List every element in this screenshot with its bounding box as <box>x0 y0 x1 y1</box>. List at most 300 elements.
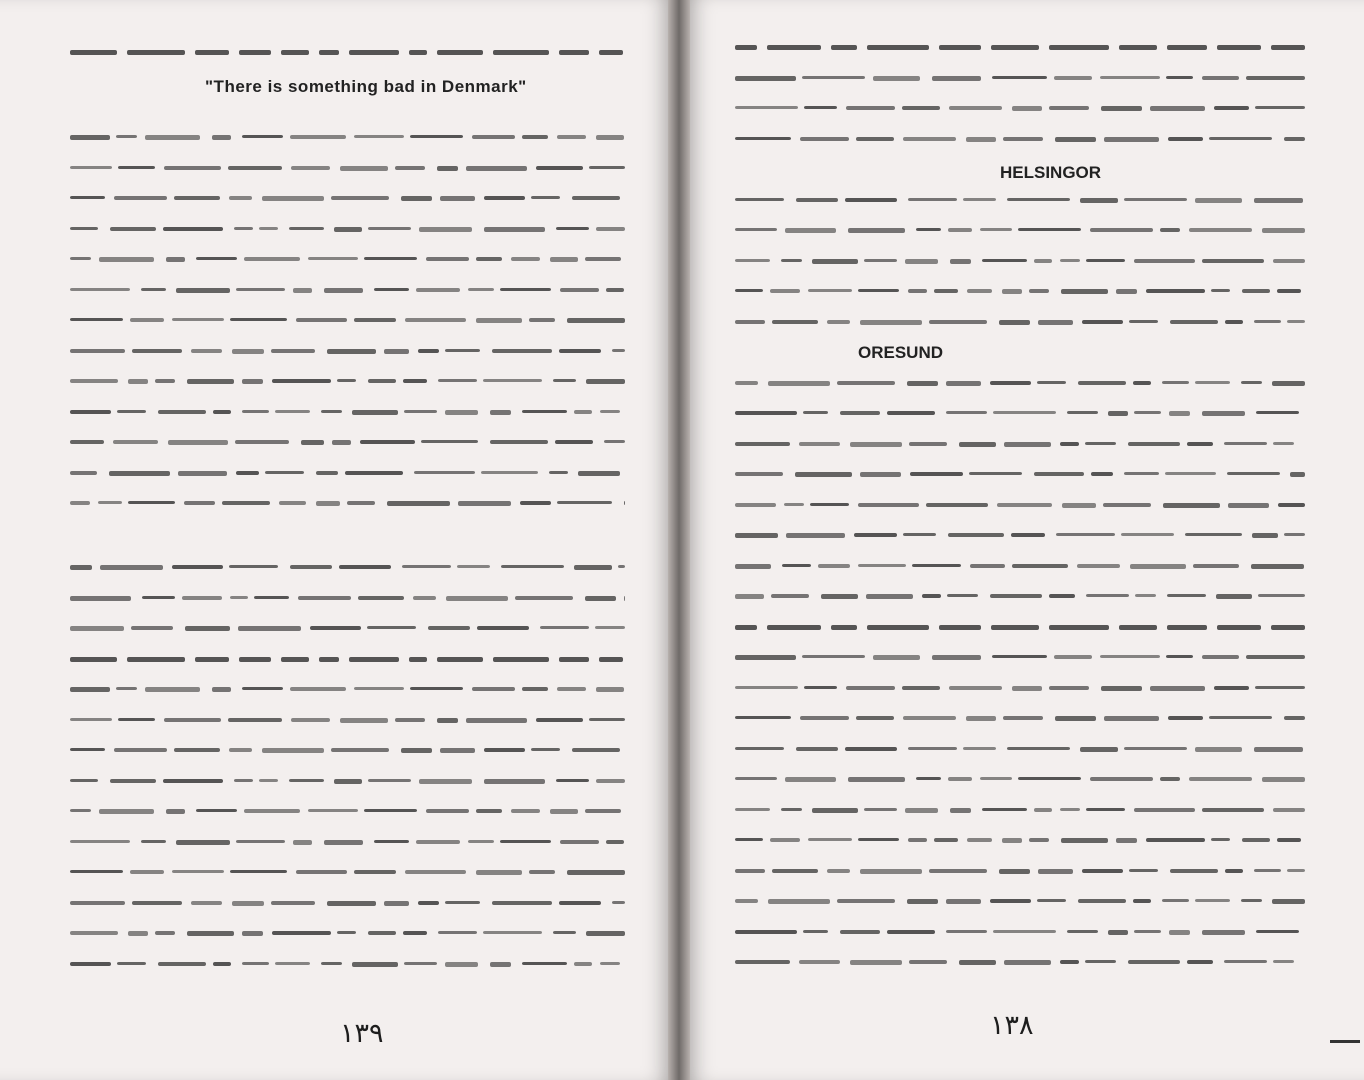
urdu-word-stroke <box>185 626 230 631</box>
urdu-word-stroke <box>172 565 223 569</box>
urdu-word-stroke <box>1287 320 1305 323</box>
urdu-word-stroke <box>845 198 897 202</box>
urdu-word-stroke <box>969 472 1022 475</box>
urdu-word-stroke <box>785 228 836 233</box>
urdu-word-stroke <box>1255 106 1305 109</box>
urdu-word-stroke <box>349 50 399 55</box>
urdu-word-stroke <box>950 259 971 264</box>
urdu-word-stroke <box>606 288 624 292</box>
urdu-word-stroke <box>946 899 981 904</box>
urdu-word-stroke <box>409 657 427 662</box>
urdu-word-stroke <box>1108 930 1128 935</box>
urdu-word-stroke <box>1128 442 1180 446</box>
urdu-word-stroke <box>905 259 938 264</box>
urdu-word-stroke <box>70 779 98 782</box>
urdu-word-stroke <box>589 166 625 169</box>
urdu-word-stroke <box>235 440 289 444</box>
urdu-word-stroke <box>599 50 623 55</box>
urdu-word-stroke <box>1273 808 1305 812</box>
urdu-word-stroke <box>549 471 568 474</box>
urdu-word-stroke <box>1254 869 1281 872</box>
urdu-word-stroke <box>982 808 1027 811</box>
urdu-word-stroke <box>1078 899 1126 903</box>
urdu-word-stroke <box>1202 808 1264 812</box>
urdu-word-stroke <box>457 565 490 568</box>
urdu-word-stroke <box>803 411 828 414</box>
urdu-word-stroke <box>1086 594 1129 597</box>
urdu-word-stroke <box>735 411 797 415</box>
urdu-word-stroke <box>127 657 185 662</box>
urdu-word-stroke <box>1134 808 1195 812</box>
urdu-word-stroke <box>289 227 324 230</box>
urdu-word-stroke <box>500 288 551 291</box>
urdu-word-stroke <box>236 840 285 843</box>
urdu-word-stroke <box>916 228 941 231</box>
urdu-word-stroke <box>1101 106 1142 111</box>
urdu-word-stroke <box>812 808 858 813</box>
urdu-word-stroke <box>291 166 330 170</box>
urdu-word-stroke <box>262 196 324 201</box>
urdu-word-stroke <box>334 227 362 232</box>
urdu-word-stroke <box>735 45 757 50</box>
urdu-word-stroke <box>1134 259 1195 263</box>
urdu-word-stroke <box>354 135 404 138</box>
urdu-word-stroke <box>782 564 811 567</box>
urdu-word-stroke <box>1202 930 1245 935</box>
urdu-word-stroke <box>585 257 621 261</box>
urdu-word-stroke <box>70 349 125 353</box>
urdu-word-stroke <box>799 442 840 446</box>
urdu-word-stroke <box>1284 533 1305 536</box>
urdu-word-stroke <box>308 809 358 812</box>
urdu-word-stroke <box>907 381 938 386</box>
urdu-word-stroke <box>735 655 796 660</box>
urdu-word-stroke <box>1251 564 1304 569</box>
urdu-word-stroke <box>242 962 269 965</box>
urdu-word-stroke <box>352 962 398 967</box>
urdu-word-stroke <box>556 227 589 230</box>
urdu-word-stroke <box>70 379 118 383</box>
urdu-word-stroke <box>511 809 540 813</box>
urdu-word-stroke <box>1104 716 1159 721</box>
urdu-word-stroke <box>1254 198 1303 203</box>
urdu-word-stroke <box>483 931 542 934</box>
urdu-word-stroke <box>910 472 963 476</box>
urdu-word-stroke <box>993 411 1056 414</box>
urdu-word-stroke <box>1100 655 1160 658</box>
urdu-word-stroke <box>438 931 477 934</box>
urdu-word-stroke <box>595 626 625 629</box>
urdu-word-stroke <box>1086 259 1125 262</box>
urdu-word-stroke <box>1185 533 1242 536</box>
urdu-word-stroke <box>1055 716 1096 721</box>
urdu-word-stroke <box>912 564 961 567</box>
urdu-word-stroke <box>1187 442 1213 446</box>
urdu-word-stroke <box>574 410 592 414</box>
urdu-word-stroke <box>110 779 156 783</box>
urdu-word-stroke <box>1146 838 1205 842</box>
urdu-word-stroke <box>522 410 567 413</box>
urdu-word-stroke <box>438 379 477 382</box>
urdu-word-stroke <box>340 718 388 723</box>
urdu-word-stroke <box>612 349 625 352</box>
urdu-word-stroke <box>922 594 941 598</box>
urdu-word-stroke <box>799 960 840 964</box>
urdu-word-stroke <box>589 718 625 721</box>
urdu-word-stroke <box>445 901 480 904</box>
urdu-word-stroke <box>290 135 346 139</box>
urdu-word-stroke <box>860 869 922 874</box>
urdu-word-stroke <box>970 564 1005 568</box>
urdu-word-stroke <box>768 899 830 904</box>
urdu-word-stroke <box>229 748 252 752</box>
urdu-word-stroke <box>191 349 222 353</box>
urdu-word-stroke <box>222 501 270 505</box>
urdu-word-stroke <box>364 257 417 260</box>
urdu-word-stroke <box>401 748 432 753</box>
urdu-word-stroke <box>1101 686 1142 691</box>
urdu-word-stroke <box>428 626 470 630</box>
urdu-word-stroke <box>1284 716 1305 720</box>
urdu-word-stroke <box>114 748 167 752</box>
urdu-word-stroke <box>735 533 778 538</box>
urdu-word-stroke <box>1085 442 1116 445</box>
urdu-word-stroke <box>110 227 156 231</box>
urdu-word-stroke <box>70 227 98 230</box>
urdu-word-stroke <box>959 960 996 965</box>
urdu-word-stroke <box>387 501 450 506</box>
urdu-word-stroke <box>244 809 300 813</box>
urdu-word-stroke <box>141 288 166 291</box>
urdu-word-stroke <box>419 779 472 784</box>
urdu-word-stroke <box>132 901 182 905</box>
urdu-word-stroke <box>158 410 206 414</box>
urdu-word-stroke <box>416 288 460 292</box>
corner-mark <box>1330 1040 1360 1043</box>
urdu-word-stroke <box>242 410 269 413</box>
urdu-word-stroke <box>1211 289 1230 292</box>
urdu-word-stroke <box>1049 686 1089 690</box>
urdu-word-stroke <box>1228 503 1269 508</box>
urdu-word-stroke <box>426 809 469 813</box>
urdu-word-stroke <box>271 901 315 905</box>
urdu-word-stroke <box>324 288 363 293</box>
urdu-word-stroke <box>374 840 409 843</box>
urdu-word-stroke <box>228 166 282 170</box>
urdu-word-stroke <box>334 779 362 784</box>
urdu-word-stroke <box>259 779 278 782</box>
urdu-word-stroke <box>1224 960 1267 963</box>
urdu-word-stroke <box>1077 564 1120 568</box>
urdu-word-stroke <box>337 379 356 382</box>
urdu-word-stroke <box>70 471 97 475</box>
urdu-word-stroke <box>1258 594 1305 597</box>
urdu-word-stroke <box>1119 45 1157 50</box>
urdu-word-stroke <box>1078 381 1126 385</box>
urdu-word-stroke <box>963 198 996 201</box>
urdu-word-stroke <box>1055 137 1096 142</box>
urdu-word-stroke <box>1195 381 1230 384</box>
urdu-word-stroke <box>272 379 331 383</box>
urdu-word-stroke <box>810 503 849 506</box>
urdu-word-stroke <box>946 930 987 933</box>
urdu-word-stroke <box>236 288 285 291</box>
urdu-word-stroke <box>735 289 763 292</box>
urdu-word-stroke <box>1012 686 1042 691</box>
urdu-word-stroke <box>331 748 389 752</box>
urdu-word-stroke <box>909 442 947 446</box>
urdu-word-stroke <box>367 626 416 629</box>
urdu-word-stroke <box>781 808 802 811</box>
urdu-word-stroke <box>560 840 599 844</box>
urdu-word-stroke <box>437 50 483 55</box>
urdu-word-stroke <box>1202 655 1239 659</box>
urdu-word-stroke <box>229 565 278 568</box>
urdu-word-stroke <box>858 838 899 841</box>
urdu-word-stroke <box>1262 777 1305 782</box>
urdu-word-stroke <box>492 901 552 905</box>
urdu-word-stroke <box>946 381 981 386</box>
urdu-word-stroke <box>845 747 897 751</box>
urdu-word-stroke <box>846 106 895 110</box>
urdu-word-stroke <box>939 45 981 50</box>
urdu-word-stroke <box>490 410 511 415</box>
urdu-word-stroke <box>1167 45 1207 50</box>
urdu-word-stroke <box>784 503 804 506</box>
urdu-word-stroke <box>364 809 417 812</box>
urdu-word-stroke <box>70 440 104 444</box>
urdu-word-stroke <box>781 259 802 262</box>
urdu-word-stroke <box>735 106 798 109</box>
urdu-word-stroke <box>368 931 396 935</box>
urdu-word-stroke <box>468 288 494 291</box>
urdu-word-stroke <box>553 931 576 934</box>
urdu-word-stroke <box>559 657 589 662</box>
urdu-word-stroke <box>166 809 185 814</box>
urdu-word-stroke <box>118 718 155 721</box>
urdu-word-stroke <box>418 901 439 905</box>
urdu-word-stroke <box>1209 137 1272 140</box>
urdu-word-stroke <box>230 596 248 599</box>
urdu-word-stroke <box>735 594 764 599</box>
urdu-word-stroke <box>368 227 411 230</box>
urdu-word-stroke <box>1054 76 1092 80</box>
urdu-word-stroke <box>166 257 185 262</box>
urdu-word-stroke <box>493 50 549 55</box>
urdu-word-stroke <box>557 135 586 139</box>
urdu-word-stroke <box>1007 198 1070 201</box>
urdu-word-stroke <box>1167 625 1207 630</box>
urdu-word-stroke <box>808 838 852 841</box>
urdu-word-stroke <box>804 106 837 109</box>
urdu-word-stroke <box>1284 137 1305 141</box>
urdu-word-stroke <box>368 779 411 782</box>
urdu-word-stroke <box>848 228 905 233</box>
urdu-word-stroke <box>1007 747 1070 750</box>
urdu-word-stroke <box>114 196 167 200</box>
urdu-word-stroke <box>624 596 625 601</box>
urdu-word-stroke <box>100 565 163 570</box>
urdu-word-stroke <box>1004 442 1051 447</box>
urdu-word-stroke <box>596 135 624 140</box>
urdu-word-stroke <box>232 349 264 354</box>
urdu-word-stroke <box>1277 838 1301 842</box>
urdu-word-stroke <box>440 748 475 753</box>
urdu-word-stroke <box>618 565 625 568</box>
urdu-word-stroke <box>1252 533 1278 538</box>
urdu-word-stroke <box>735 838 763 841</box>
urdu-word-stroke <box>858 289 899 292</box>
urdu-word-stroke <box>1002 289 1022 294</box>
urdu-word-stroke <box>347 501 375 505</box>
urdu-word-stroke <box>130 318 164 322</box>
urdu-word-stroke <box>846 686 895 690</box>
urdu-word-stroke <box>522 962 567 965</box>
urdu-word-stroke <box>529 870 555 874</box>
urdu-word-stroke <box>735 564 771 569</box>
urdu-word-stroke <box>401 196 432 201</box>
urdu-word-stroke <box>735 960 790 964</box>
urdu-word-stroke <box>1061 289 1108 294</box>
urdu-word-stroke <box>948 777 972 781</box>
urdu-word-stroke <box>195 657 229 662</box>
urdu-word-stroke <box>242 135 283 138</box>
urdu-word-stroke <box>612 901 625 904</box>
urdu-word-stroke <box>468 840 494 843</box>
urdu-word-stroke <box>800 716 849 720</box>
urdu-word-stroke <box>1169 411 1190 416</box>
urdu-word-stroke <box>1086 808 1125 811</box>
urdu-word-stroke <box>932 655 981 660</box>
urdu-word-stroke <box>99 809 154 814</box>
urdu-word-stroke <box>831 45 857 50</box>
urdu-word-stroke <box>515 596 573 600</box>
urdu-word-stroke <box>772 869 818 873</box>
urdu-word-stroke <box>966 716 996 721</box>
urdu-word-stroke <box>163 779 223 783</box>
urdu-word-stroke <box>1165 472 1216 475</box>
english-quote: "There is something bad in Denmark" <box>205 77 527 96</box>
urdu-word-stroke <box>735 228 777 231</box>
urdu-word-stroke <box>476 870 522 875</box>
urdu-word-stroke <box>1271 625 1305 630</box>
urdu-word-stroke <box>70 135 110 140</box>
urdu-word-stroke <box>212 687 231 692</box>
urdu-word-stroke <box>860 472 901 477</box>
urdu-word-stroke <box>803 930 828 933</box>
urdu-word-stroke <box>142 596 175 599</box>
urdu-word-stroke <box>242 379 263 384</box>
urdu-word-stroke <box>1189 228 1252 232</box>
urdu-word-stroke <box>70 50 117 55</box>
urdu-word-stroke <box>281 657 309 662</box>
urdu-word-stroke <box>1166 76 1193 79</box>
urdu-word-stroke <box>310 626 361 630</box>
urdu-word-stroke <box>316 501 340 506</box>
urdu-word-stroke <box>604 440 625 443</box>
urdu-word-stroke <box>867 625 929 630</box>
urdu-word-stroke <box>1090 228 1153 232</box>
urdu-word-stroke <box>555 440 593 444</box>
urdu-word-stroke <box>410 135 463 138</box>
urdu-word-stroke <box>234 227 253 230</box>
urdu-word-stroke <box>812 259 858 264</box>
urdu-word-stroke <box>131 626 173 630</box>
urdu-word-stroke <box>414 471 475 474</box>
urdu-word-stroke <box>239 657 271 662</box>
urdu-word-stroke <box>324 840 363 845</box>
urdu-word-stroke <box>289 779 324 782</box>
urdu-word-stroke <box>155 931 175 935</box>
urdu-word-stroke <box>993 930 1056 933</box>
urdu-word-stroke <box>520 501 551 505</box>
urdu-word-stroke <box>70 718 112 721</box>
urdu-word-stroke <box>1104 137 1159 142</box>
urdu-word-stroke <box>1135 594 1156 597</box>
urdu-word-stroke <box>426 257 469 261</box>
urdu-word-stroke <box>1091 472 1113 476</box>
urdu-word-stroke <box>242 931 263 936</box>
urdu-word-stroke <box>174 748 220 752</box>
urdu-word-stroke <box>118 166 155 169</box>
urdu-word-stroke <box>1108 411 1128 416</box>
urdu-word-stroke <box>1130 564 1186 569</box>
urdu-word-stroke <box>802 655 865 658</box>
urdu-word-stroke <box>903 716 956 720</box>
urdu-word-stroke <box>873 76 920 81</box>
urdu-word-stroke <box>70 931 118 935</box>
urdu-word-stroke <box>864 259 897 262</box>
urdu-word-stroke <box>735 320 765 324</box>
urdu-word-stroke <box>1195 198 1242 203</box>
urdu-word-stroke <box>990 899 1031 903</box>
urdu-word-stroke <box>802 76 865 79</box>
urdu-word-stroke <box>991 45 1039 50</box>
urdu-word-stroke <box>586 931 625 936</box>
urdu-word-stroke <box>767 45 821 50</box>
urdu-word-stroke <box>1080 198 1118 203</box>
urdu-word-stroke <box>1150 686 1205 691</box>
urdu-word-stroke <box>298 596 351 600</box>
urdu-word-stroke <box>831 625 857 630</box>
urdu-word-stroke <box>1227 472 1280 475</box>
urdu-word-stroke <box>929 320 987 324</box>
urdu-word-stroke <box>145 135 200 140</box>
urdu-word-stroke <box>1034 259 1052 263</box>
urdu-word-stroke <box>1124 198 1187 201</box>
urdu-word-stroke <box>213 410 231 414</box>
urdu-word-stroke <box>213 962 231 966</box>
urdu-word-stroke <box>1214 686 1249 690</box>
urdu-word-stroke <box>403 931 427 935</box>
urdu-word-stroke <box>585 596 616 601</box>
urdu-word-stroke <box>290 565 332 569</box>
urdu-word-stroke <box>1246 655 1305 659</box>
urdu-word-stroke <box>128 931 148 936</box>
urdu-word-stroke <box>1241 381 1262 384</box>
urdu-word-stroke <box>236 471 259 475</box>
urdu-word-stroke <box>1116 838 1137 843</box>
urdu-word-stroke <box>164 166 221 170</box>
urdu-word-stroke <box>195 50 229 55</box>
urdu-word-stroke <box>163 227 223 231</box>
urdu-word-stroke <box>997 503 1052 507</box>
urdu-word-stroke <box>735 686 798 689</box>
urdu-word-stroke <box>827 869 850 873</box>
urdu-word-stroke <box>1124 747 1187 750</box>
urdu-word-stroke <box>560 288 599 292</box>
urdu-word-stroke <box>254 596 289 599</box>
